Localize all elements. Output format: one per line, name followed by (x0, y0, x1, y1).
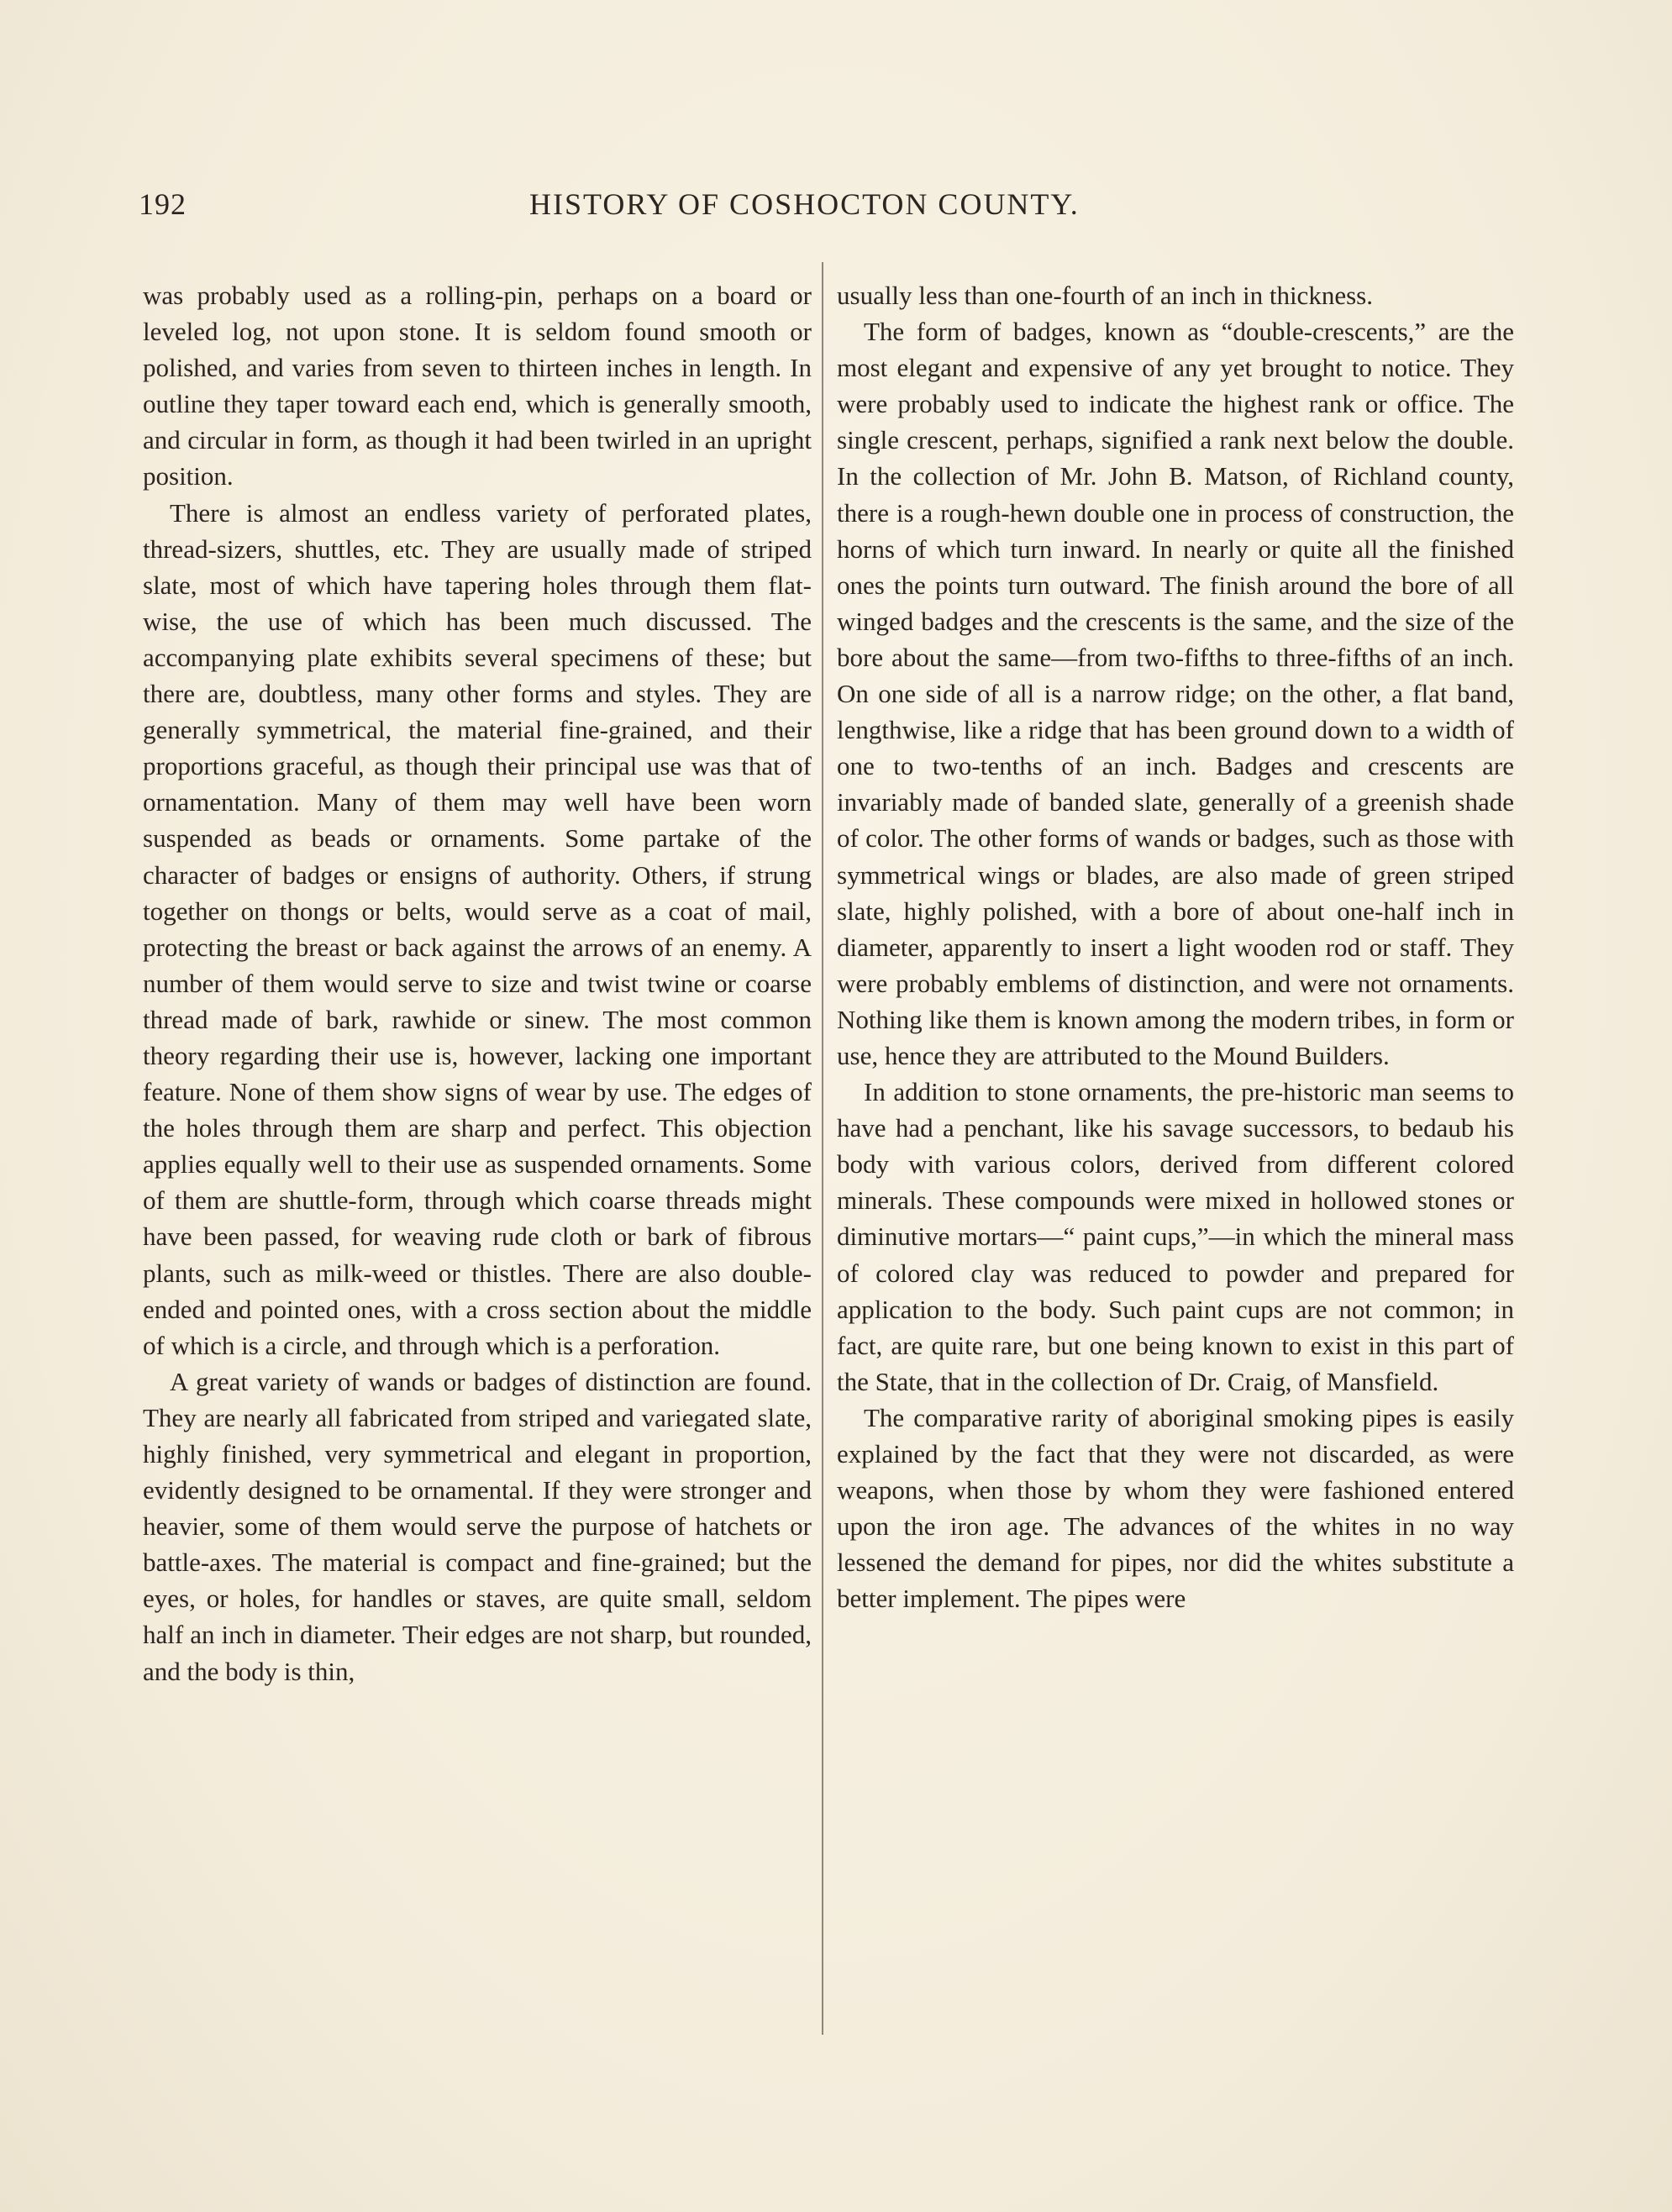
paragraph: A great variety of wands or badges of distinction are found. They are nearly all fabricated from striped and variegated slate, highly finished, very symmetrical and elegant in proportion, evidently designed to be ornamental. If they were stronger and heavier, some of them would serve the purpose of hatchets or battle-axes. The material is compact and fine-grained; but the eyes, or holes, for handles or staves, are quite small, seldom half an inch in diameter. Their edges are not sharp, but rounded, and the body is thin, (143, 1366, 812, 1686)
right-column (837, 277, 1514, 1616)
running-title: HISTORY OF COSHOCTON COUNTY. (529, 187, 1080, 221)
paragraph: In addition to stone ornaments, the pre-historic man seems to have had a penchant, like his savage successors, to bedaub his body with various colors, derived from different colored minerals. These compounds were mixed in hollowed stones or diminutive mortars—“ paint cups,”—in which the mineral mass of colored clay was reduced to powder and prepared for application to the body. Such paint cups are not common; in fact, are quite rare, but one being known to exist in this part of the State, that in the collection of Dr. Craig, of Mansfield. (837, 1077, 1514, 1396)
left-column (143, 277, 812, 1689)
column-divider (822, 262, 823, 2035)
paragraph: The form of badges, known as “double-crescents,” are the most elegant and expensive of any yet brought to notice. They were probably used to indicate the highest rank or office. The single crescent, perhaps, signified a rank next below the double. In the collection of Mr. John B. Matson, of Richland county, there is a rough-hewn double one in process of construction, the horns of which turn inward. In nearly or quite all the finished ones the points turn outward. The finish around the bore of all winged badges and the crescents is the same, and the size of the bore about the same—from two-fifths to three-fifths of an inch. On one side of all is a narrow ridge; on the other, a flat band, lengthwise, like a ridge that has been ground down to a width of one to two-tenths of an inch. Badges and crescents are invariably made of banded slate, generally of a greenish shade of color. The other forms of wands or badges, such as those with symmetrical wings or blades, are also made of green striped slate, highly polished, with a bore of about one-half inch in diameter, apparently to insert a light wooden rod or staff. They were probably emblems of distinction, and were not ornaments. Nothing like them is known among the modern tribes, in form or use, hence they are attributed to the Mound Builders. (837, 317, 1514, 1070)
paragraph: There is almost an endless variety of perforated plates, thread-sizers, shuttles, etc. They are usually made of striped slate, most of which have tapering holes through them flat-wise, the use of which has been much discussed. The accompanying plate exhibits several specimens of these; but there are, doubtless, many other forms and styles. They are generally symmetrical, the material fine-grained, and their proportions graceful, as though their principal use was that of ornamentation. Many of them may well have been worn suspended as beads or ornaments. Some partake of the character of badges or ensigns of authority. Others, if strung together on thongs or belts, would serve as a coat of mail, protecting the breast or back against the arrows of an enemy. A number of them would serve to size and twist twine or coarse thread made of bark, rawhide or sinew. The most common theory regarding their use is, however, lacking one important feature. None of them show signs of wear by use. The edges of the holes through them are sharp and perfect. This objection applies equally well to their use as suspended ornaments. Some of them are shuttle-form, through which coarse threads might have been passed, for weaving rude cloth or bark of fibrous plants, such as milk-weed or thistles. There are also double-ended and pointed ones, with a cross section about the middle of which is a circle, and through which is a perforation. (143, 497, 812, 1360)
paragraph: The comparative rarity of aboriginal smoking pipes is easily explained by the fact that they were not discarded, as were weapons, when those by whom they were fashioned entered upon the iron age. The advances of the whites in no way lessened the demand for pipes, nor did the whites substitute a better implement. The pipes were (837, 1402, 1514, 1614)
page-number: 192 (139, 187, 187, 221)
paragraph: was probably used as a rolling-pin, perhaps on a board or leveled log, not upon stone. It is seldom found smooth or polished, and varies from seven to thirteen inches in length. In outline they taper toward each end, which is generally smooth, and circular in form, as though it had been twirled in an upright position. (143, 281, 812, 491)
running-head (139, 187, 1517, 237)
paragraph: usually less than one-fourth of an inch in thickness. (837, 281, 1373, 310)
